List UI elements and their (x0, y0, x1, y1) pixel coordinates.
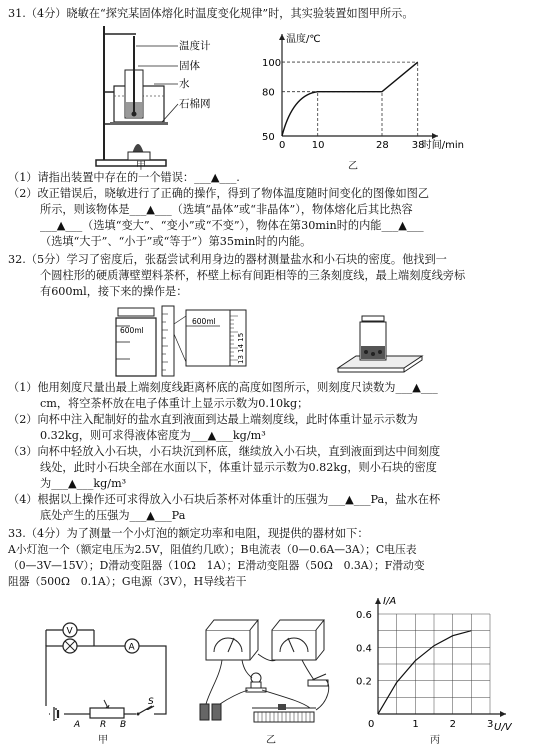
y-tick-label: 0.6 (356, 610, 372, 621)
label-thermometer: 温度计 (179, 40, 211, 52)
temperature-curve (282, 62, 418, 136)
circuit-label-b: B (120, 720, 127, 730)
q32-stem-line1: 32.（5分）学习了密度后，张磊尝试利用身边的器材测量盐水和小石块的密度。他找到一 (8, 253, 447, 266)
q32-jar-ruler-figure (112, 304, 262, 380)
jar-label: 600ml (120, 326, 144, 335)
ruler-digits: 13 14 15 (237, 332, 245, 364)
zoom-label: 600ml (192, 317, 216, 326)
q32-sub3-line3: 为___▲___kg/m³ (40, 477, 127, 490)
q32-stem-line2: 个圆柱形的硬质薄壁塑料茶杯，杯壁上标有间距相等的三条刻度线，最上端刻度线旁标 (40, 269, 466, 282)
label-solid: 固体 (179, 60, 200, 72)
y-axis-arrow (375, 598, 381, 604)
y-tick-label: 100 (262, 58, 282, 70)
q33-line1: A小灯泡一个（额定电压为2.5V，阻值约几欧）；B电流表（0—0.6A—3A）；C电压表 (8, 543, 417, 556)
circuit-voltmeter: V (66, 626, 73, 637)
x-tick-label: 3 (487, 719, 494, 730)
current-voltage-chart (348, 590, 524, 736)
q31-sub2-line1: （2）改正错误后，晓敏进行了正确的操作，得到了物体温度随时间变化的图像如图乙 (8, 187, 430, 200)
x-axis-arrow (432, 133, 438, 139)
y-tick-label: 0.4 (356, 643, 372, 655)
circuit-label-s: S (148, 697, 154, 707)
circuit-label-a: A (74, 720, 81, 730)
q33-line2: （0—3V—15V）；D滑动变阻器（10Ω 1A）；E滑动变阻器（50Ω 0.3A）；F滑动变 (8, 559, 425, 572)
q33-apparatus-figure (192, 606, 342, 734)
x-tick-label: 2 (449, 719, 457, 730)
q31-sub1: （1）请指出装置中存在的一个错误：___▲___. (8, 171, 240, 184)
y-axis-arrow (279, 34, 285, 40)
iv-curve (378, 631, 471, 714)
x-tick-label: 1 (412, 719, 419, 730)
y-axis-label: I/A (383, 596, 397, 607)
q33-fig-a-caption: 甲 (98, 735, 108, 746)
q32-scale-figure (328, 312, 428, 382)
q32-sub4-line1: （4）根据以上操作还可求得放入小石块后茶杯对体重计的压强为___▲___Pa，盐水在杯 (8, 493, 441, 506)
q31-sub2-line4: （选填“大于”、“小于”或“等于”）第35min时的内能。 (40, 235, 312, 248)
y-tick-label: 0.2 (356, 676, 372, 688)
q32-stem-line3: 有600ml，接下来的操作是： (40, 285, 188, 298)
q32-sub2-line2: 0.32kg，则可求得液体密度为___▲___kg/m³ (40, 429, 266, 442)
y-tick-label: 80 (262, 87, 275, 99)
label-gauze: 石棉网 (179, 98, 211, 110)
x-tick-label: 38 (411, 140, 425, 151)
circuit-label-r: R (100, 720, 107, 730)
q32-sub2-line1: （2）向杯中注入配制好的盐水直到液面到达最上端刻度线，此时体重计显示示数为 (8, 413, 418, 426)
q31-apparatus-figure (92, 22, 242, 172)
q31-fig-a-caption: 甲 (136, 161, 146, 172)
q31-sub2-line2: 所示，则该物体是___▲___（选填“晶体”或“非晶体”），物体熔化后其比热容 (40, 203, 413, 216)
circuit-ammeter: A (128, 642, 135, 653)
q33-line3: 阻器（500Ω 0.1A）；G电源（3V），H导线若干 (8, 575, 247, 588)
x-axis-arrow (500, 711, 506, 717)
q32-sub1-line2: cm，将空茶杯放在电子体重计上显示示数为0.10kg； (40, 397, 309, 410)
x-tick-label: 10 (311, 140, 325, 151)
q32-sub4-line2: 底处产生的压强为___▲___Pa (40, 509, 186, 522)
q32-sub1-line1: （1）他用刻度尺量出最上端刻度线距离杯底的高度如图所示，则刻度尺读数为___▲___ (8, 381, 438, 394)
q32-sub3-line1: （3）向杯中轻放入小石块，小石块沉到杯底，继续放入小石块，直到液面到达中间刻度 (8, 445, 441, 458)
q33-circuit-diagram (36, 624, 184, 734)
q32-sub3-line2: 线处，此时小石块全部在水面以下，体重计显示示数为0.82kg，则小石块的密度 (40, 461, 437, 474)
label-water: 水 (179, 78, 190, 90)
q33-fig-b-caption: 乙 (266, 735, 276, 746)
y-tick-label: 50 (262, 132, 275, 143)
q33-fig-c-caption: 丙 (430, 735, 440, 746)
x-tick-label: 0 (368, 719, 375, 730)
q31-sub2-line3: ___▲___（选填“变大”、“变小”或“不变”），物体在第30min时的内能___▲___ (40, 219, 424, 232)
q31-stem: 31.（4分）晓敏在“探究某固体熔化时温度变化规律”时，其实验装置如图甲所示。 (8, 7, 414, 20)
q31-fig-b-caption: 乙 (348, 161, 358, 172)
x-tick-label: 0 (279, 140, 286, 151)
y-axis-label: 温度/℃ (286, 34, 321, 45)
x-axis-label: U/V (494, 722, 512, 733)
x-axis-label: 时间/min (421, 140, 464, 151)
temperature-time-chart (252, 26, 464, 172)
q33-stem: 33.（4分）为了测量一个小灯泡的额定功率和电阻，现提供的器材如下： (8, 527, 369, 540)
x-tick-label: 28 (376, 140, 389, 151)
